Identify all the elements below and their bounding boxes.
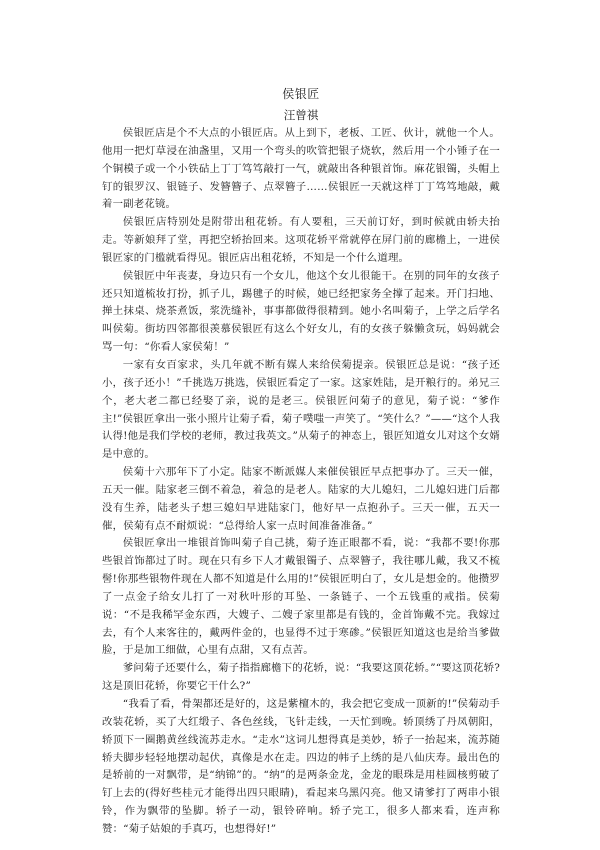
paragraph: 侯菊十六那年下了小定。陆家不断派媒人来催侯银匠早点把事办了。三天一催，五天一催。陆家老三倒不着急，着急的是老人。陆家的大儿媳妇，二儿媳妇进门后都没有生养，陆老头子想三媳妇早进陆家门，他好早一点抱孙子。三天一催，五天一催，侯菊有点不耐烦说：“总得给人家一点时间准备准备。” [102, 466, 500, 532]
document-body [102, 125, 500, 839]
paragraph: 爹问菊子还要什么，菊子指指廊檐下的花轿，说：“我要这顶花轿。”“要这顶花轿?这是顶旧花轿，你要它干什么?” [102, 662, 500, 693]
paragraph: “我看了看，骨架都还是好的，这是紫檀木的，我会把它变成一顶新的!”侯菊动手改装花轿，买了大红缎子、各色丝线，飞针走线，一天忙到晚。轿顶绣了丹凤朝阳，轿顶下一圈鹅黄丝线流苏走水。“走水”这词儿想得真是美妙，轿子一抬起来，流苏随轿夫脚步轻轻地摆动起伏，真像是水在走。四边的帏子上绣的是八仙庆寿。最出色的是轿前的一对飘带，是“纳锦”的。“纳”的是两条金龙，金龙的眼珠是用桂圆核剪破了钉上去的(得好些桂元才能得出四只眼睛)，看起来乌黑闪亮。他又请爹打了两串小银铃，作为飘带的坠脚。轿子一动，银铃碎响。轿子完工，很多人都来看，连声称赞：“菊子姑娘的手真巧，也想得好!” [102, 698, 500, 835]
document-author: 汪曾祺 [283, 108, 319, 122]
paragraph: 侯银匠中年丧妻，身边只有一个女儿，他这个女儿很能干。在别的同年的女孩子还只知道梳妆打扮，抓子儿，踢毽子的时候，她已经把家务全撑了起来。开门扫地、掸土抹桌、烧茶煮饭，浆洗缝补，事事都做得很精到。她小名叫菊子，上学之后学名叫侯菊。街坊四邻都很羡慕侯银匠有这么个好女儿，有的女孩子躲懒贪玩，妈妈就会骂一句：“你看人家侯菊！” [102, 269, 500, 354]
paragraph: 侯银匠店特别处是附带出租花轿。有人要租，三天前订好，到时候就由轿夫抬走。等新娘拜了堂，再把空轿抬回来。这项花轿平常就停在屏门前的廊檐上，一进侯银匠家的门槛就看得见。银匠店出租花轿，不知是一个什么道理。 [102, 216, 500, 264]
paragraph: 侯银匠拿出一堆银首饰叫菊子自己挑，菊子连正眼都不看，说：“我都不要!你那些银首饰都过了时。现在只有乡下人才戴银镯子、点翠簪子，我往哪儿戴，我又不梳髻!你那些银物件现在人都不知道是什么用的!”侯银匠明白了，女儿是想金的。他攒罗了一点金子给女儿打了一对秋叶形的耳坠、一条链子、一个五钱重的戒指。侯菊说：“不是我稀罕金东西，大嫂子、二嫂子家里都是有钱的，金首饰戴不完。我嫁过去，有个人来客往的，戴两件金的，也显得不过于寒碜。”侯银匠知道这也是给当爹做脸，于是加工细做，心里有点甜，又有点苦。 [102, 537, 500, 657]
paragraph: 侯银匠店是个不大点的小银匠店。从上到下，老板、工匠、伙计，就他一个人。他用一把灯草浸在油盏里，又用一个弯头的吹管把银子烧软，然后用一个小锤子在一个铜模子或一个小铁砧上丁丁笃笃敲打一气，就敲出各种银首饰。麻花银镯，头帽上钉的银罗汉、银链子、发簪簪子、点翠簪子……侯银匠一天就这样丁丁笃笃地敲，戴着一副老花镜。 [102, 127, 500, 211]
paragraph: 一家有女百家求，头几年就不断有媒人来给侯菊提亲。侯银匠总是说：“孩子还小，孩子还小！”千挑选万挑选，侯银匠看定了一家。这家姓陆，是开粮行的。弟兄三个，老大老二都已经娶了亲，说的是老三。侯银匠问菊子的意见，菊子说：“爹作主!”侯银匠拿出一张小照片让菊子看，菊子噗嗤一声笑了。“笑什么？”——“这个人我认得!他是我们学校的老师，教过我英文。”从菊子的神态上，银匠知道女儿对这个女婿是中意的。 [102, 358, 500, 461]
document-title: 侯银匠 [282, 87, 320, 101]
